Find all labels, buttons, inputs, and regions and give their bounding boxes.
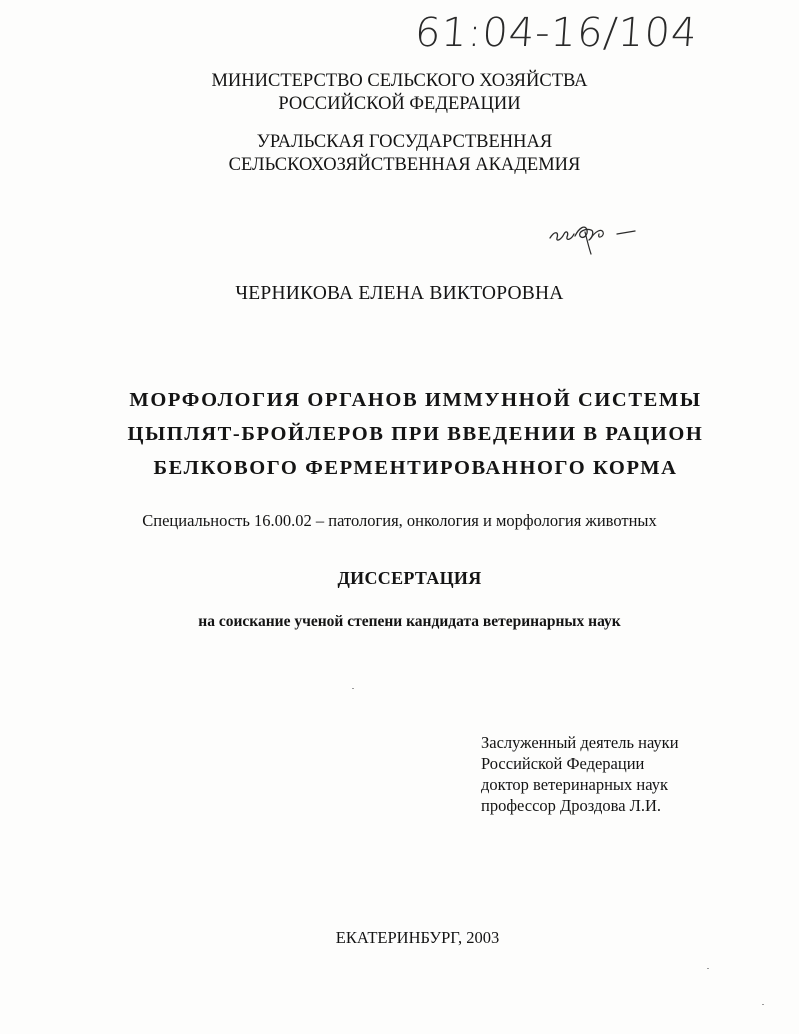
supervisor-line-3: доктор ветеринарных наук [481, 775, 668, 794]
ministry-line-2: РОССИЙСКОЙ ФЕДЕРАЦИИ [278, 94, 521, 114]
supervisor-block [481, 732, 679, 816]
supervisor-line-2: Российской Федерации [481, 754, 645, 773]
degree-line: на соискание ученой степени кандидата ветеринарных наук [198, 613, 621, 630]
document-type: ДИССЕРТАЦИЯ [337, 568, 482, 588]
scan-speck [762, 1004, 764, 1005]
handwritten-signature [545, 210, 640, 260]
city-year: ЕКАТЕРИНБУРГ, 2003 [335, 928, 500, 947]
supervisor-line-4: профессор Дроздова Л.И. [481, 796, 662, 815]
ministry-line-1: МИНИСТЕРСТВО СЕЛЬСКОГО ХОЗЯЙСТВА [211, 71, 588, 91]
academy-line-1: УРАЛЬСКАЯ ГОСУДАРСТВЕННАЯ [256, 132, 553, 152]
specialty-line: Специальность 16.00.02 – патология, онкология и морфология животных [142, 511, 657, 530]
scan-speck [707, 968, 709, 969]
title-line-2: ЦЫПЛЯТ-БРОЙЛЕРОВ ПРИ ВВЕДЕНИИ В РАЦИОН [127, 423, 704, 445]
dissertation-title [0, 383, 799, 485]
supervisor-line-1: Заслуженный деятель науки [481, 733, 679, 752]
author-name: ЧЕРНИКОВА ЕЛЕНА ВИКТОРОВНА [235, 283, 564, 304]
academy-line-2: СЕЛЬСКОХОЗЯЙСТВЕННАЯ АКАДЕМИЯ [228, 155, 581, 175]
title-line-3: БЕЛКОВОГО ФЕРМЕНТИРОВАННОГО КОРМА [153, 457, 678, 479]
scan-speck [352, 688, 354, 689]
title-line-1: МОРФОЛОГИЯ ОРГАНОВ ИММУННОЙ СИСТЕМЫ [129, 389, 702, 411]
academy-heading [0, 131, 799, 177]
handwritten-archive-code: 61:04-16/104 [413, 10, 700, 56]
ministry-heading [0, 70, 799, 116]
